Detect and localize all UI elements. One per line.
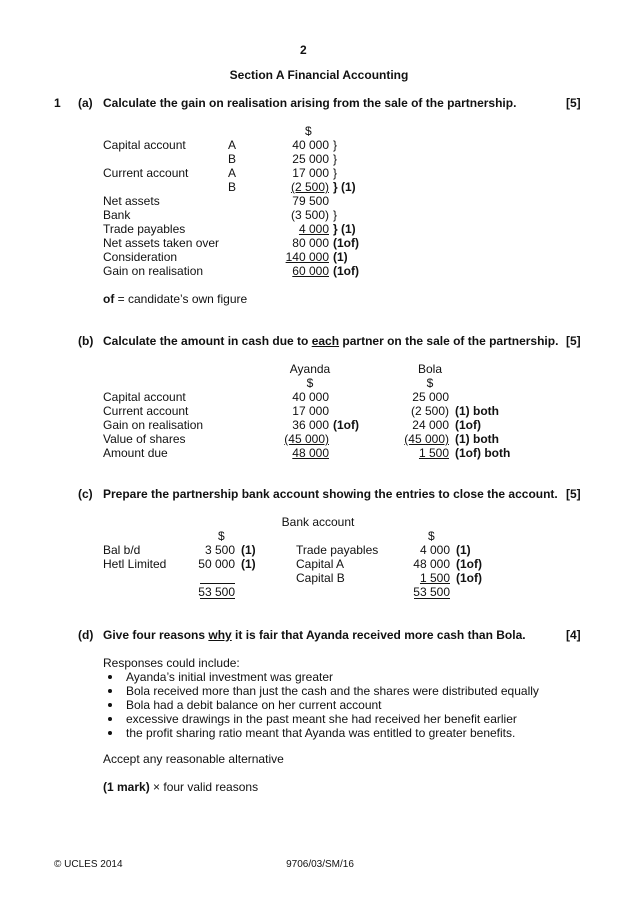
bullet-icon: [108, 731, 112, 735]
mark-value: (1 mark): [103, 780, 150, 794]
debit-label: Bal b/d: [103, 543, 141, 557]
part-a-marks: [5]: [566, 96, 581, 110]
part-b-marks: [5]: [566, 334, 581, 348]
reason-item: Bola had a debit balance on her current account: [126, 698, 382, 712]
question-number: 1: [54, 96, 61, 110]
bullet-icon: [108, 675, 112, 679]
account-title: Bank account: [281, 515, 355, 529]
debit-note: (1): [241, 543, 256, 557]
debit-value: 3 500: [204, 543, 235, 557]
part-a-row-label: Net assets: [103, 194, 160, 208]
debit-total: 53 500: [198, 585, 235, 599]
footer-copyright: © UCLES 2014: [54, 859, 123, 870]
part-a-row-note: (1): [333, 250, 348, 264]
part-a-row-partner: B: [228, 180, 237, 194]
part-b-ayanda-value: 40 000: [292, 390, 329, 404]
part-a-row-note: }: [333, 208, 338, 222]
mark-scheme-note: [103, 780, 258, 794]
part-a-row-label: Bank: [103, 208, 131, 222]
responses-intro: Responses could include:: [103, 656, 240, 670]
part-b-bola-value: 25 000: [412, 390, 449, 404]
part-b-ayanda-note: (1of): [333, 418, 359, 432]
part-d-marks: [4]: [566, 628, 581, 642]
part-b-bola-note: (1) both: [455, 432, 499, 446]
credit-label: Trade payables: [296, 543, 379, 557]
credit-currency: $: [428, 529, 435, 543]
reason-item: the profit sharing ratio meant that Ayanda was entitled to greater benefits.: [126, 726, 516, 740]
credit-label: Capital A: [296, 557, 345, 571]
part-b-bola-note: (1of): [455, 418, 481, 432]
credit-value: 1 500: [419, 571, 450, 585]
part-a-row-label: Gain on realisation: [103, 264, 204, 278]
part-c-label: (c): [78, 487, 93, 501]
debit-label: Hetl Limited: [103, 557, 167, 571]
part-b-question: Calculate the amount in cash due to each partner on the sale of the partnership.: [103, 334, 559, 348]
credit-label: Capital B: [296, 571, 345, 585]
part-b-row-label: Capital account: [103, 390, 186, 404]
debit-value: 50 000: [198, 557, 235, 571]
part-a-row-value: (2 500): [290, 180, 329, 194]
part-b-bola-value: (2 500): [410, 404, 449, 418]
part-a-row-label: Net assets taken over: [103, 236, 220, 250]
credit-value: 48 000: [413, 557, 450, 571]
own-figure-abbrev: of: [103, 292, 115, 306]
bullet-icon: [108, 689, 112, 693]
credit-total-rule: [414, 598, 450, 599]
debit-subtotal-rule: [200, 583, 235, 584]
reason-item: Bola received more than just the cash and the shares were distributed equally: [126, 684, 539, 698]
reason-item: excessive drawings in the past meant she had received her benefit earlier: [126, 712, 517, 726]
part-d-label: (d): [78, 628, 94, 642]
col-ayanda-currency: $: [306, 376, 314, 390]
bullet-icon: [108, 717, 112, 721]
mark-multiplier: × four valid reasons: [149, 780, 259, 794]
part-b-row-label: Value of shares: [103, 432, 186, 446]
part-d-question: Give four reasons why it is fair that Ayanda received more cash than Bola.: [103, 628, 526, 642]
part-c-marks: [5]: [566, 487, 581, 501]
col-bola-currency: $: [426, 376, 434, 390]
col-bola: Bola: [417, 362, 443, 376]
part-b-ayanda-value: 48 000: [292, 446, 329, 460]
part-a-currency: $: [305, 124, 312, 138]
part-b-ayanda-value: (45 000): [284, 432, 329, 446]
reason-item: Ayanda’s initial investment was greater: [126, 670, 333, 684]
part-a-row-value: 80 000: [292, 236, 329, 250]
credit-total: 53 500: [413, 585, 450, 599]
part-a-row-note: (1of): [333, 236, 359, 250]
part-c-question: Prepare the partnership bank account showing the entries to close the account.: [103, 487, 558, 501]
part-a-row-partner: B: [228, 152, 237, 166]
debit-total-rule: [200, 598, 235, 599]
col-ayanda: Ayanda: [289, 362, 331, 376]
section-title: Section A Financial Accounting: [229, 68, 409, 82]
credit-value: 4 000: [419, 543, 450, 557]
part-a-row-note: } (1): [333, 222, 356, 236]
part-a-row-value: 25 000: [292, 152, 329, 166]
part-a-row-value: 140 000: [285, 250, 329, 264]
credit-note: (1of): [456, 571, 482, 585]
bullet-icon: [108, 703, 112, 707]
part-a-row-note: (1of): [333, 264, 359, 278]
accept-alternative: Accept any reasonable alternative: [103, 752, 284, 766]
part-a-row-label: Consideration: [103, 250, 178, 264]
part-a-question: Calculate the gain on realisation arising from the sale of the partnership.: [103, 96, 517, 110]
own-figure-text: = candidate’s own figure: [114, 292, 248, 306]
part-a-row-label: Trade payables: [103, 222, 186, 236]
part-b-bola-value: 1 500: [418, 446, 449, 460]
part-a-row-partner: A: [228, 138, 237, 152]
part-a-row-value: 60 000: [292, 264, 329, 278]
part-a-row-label: Capital account: [103, 138, 186, 152]
part-a-row-note: }: [333, 166, 338, 180]
credit-note: (1of): [456, 557, 482, 571]
part-b-bola-note: (1of) both: [455, 446, 511, 460]
part-b-bola-note: (1) both: [455, 404, 499, 418]
part-b-ayanda-value: 36 000: [292, 418, 329, 432]
part-b-row-label: Amount due: [103, 446, 168, 460]
part-a-row-value: (3 500): [290, 208, 329, 222]
credit-note: (1): [456, 543, 471, 557]
part-a-row-partner: A: [228, 166, 237, 180]
part-a-row-value: 17 000: [292, 166, 329, 180]
part-a-row-note: } (1): [333, 180, 356, 194]
page-number: 2: [300, 43, 307, 57]
part-b-bola-value: (45 000): [404, 432, 449, 446]
part-a-row-note: }: [333, 138, 338, 152]
part-b-row-label: Current account: [103, 404, 189, 418]
part-b-ayanda-value: 17 000: [292, 404, 329, 418]
part-b-label: (b): [78, 334, 94, 348]
part-a-label: (a): [78, 96, 93, 110]
footer-code: 9706/03/SM/16: [286, 859, 354, 870]
part-a-row-value: 79 500: [292, 194, 329, 208]
part-a-row-value: 40 000: [292, 138, 329, 152]
part-b-row-label: Gain on realisation: [103, 418, 204, 432]
emphasis-why: why: [208, 628, 232, 642]
part-a-row-value: 4 000: [298, 222, 329, 236]
part-a-row-label: Current account: [103, 166, 189, 180]
debit-currency: $: [218, 529, 225, 543]
emphasis-each: each: [311, 334, 340, 348]
part-b-bola-value: 24 000: [412, 418, 449, 432]
debit-note: (1): [241, 557, 256, 571]
part-a-row-note: }: [333, 152, 338, 166]
own-figure-note: [103, 292, 247, 306]
